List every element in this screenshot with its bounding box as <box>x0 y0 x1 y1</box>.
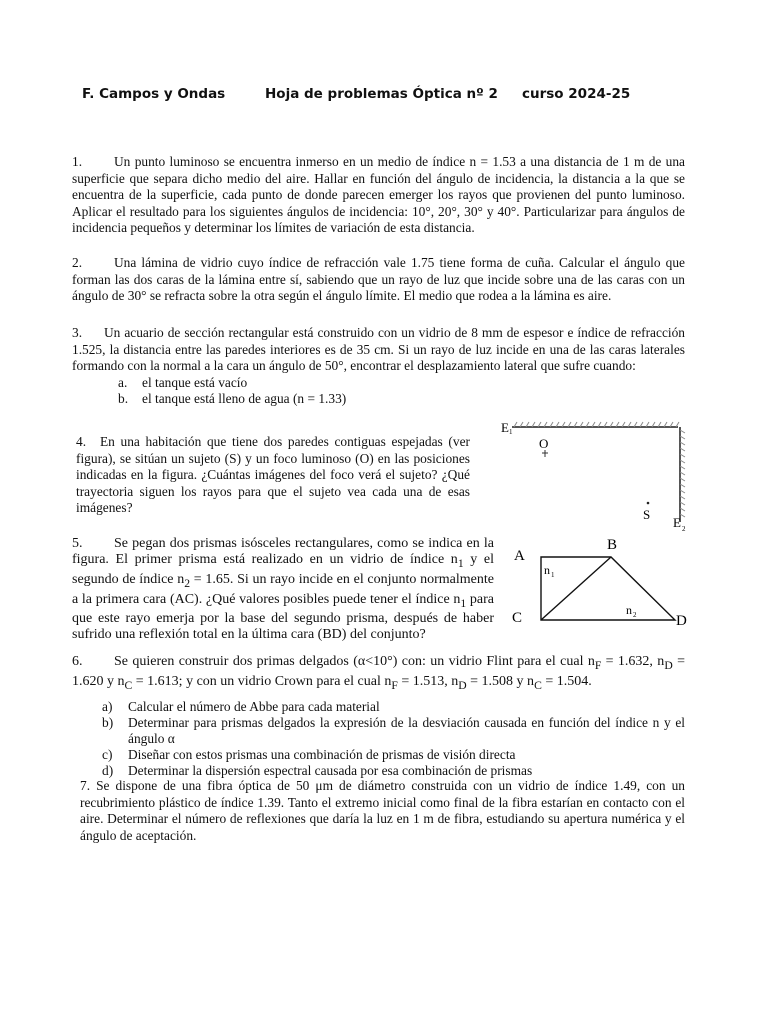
sheet-title: Hoja de problemas Óptica nº 2 <box>265 86 498 102</box>
problem-1 <box>72 154 685 237</box>
problem-7 <box>80 778 685 844</box>
list-item: a) Calcular el número de Abbe para cada material <box>102 698 380 714</box>
list-item: d) Determinar la dispersión espectral causada por esa combinación de prismas <box>102 762 533 778</box>
label-b: B <box>607 537 618 553</box>
label-e1: E <box>501 420 509 435</box>
label-n1: n <box>544 563 550 577</box>
problem-text: 7. Se dispone de una fibra óptica de 50 μm de diámetro construida con un vidrio de índice 1.49, con un recubrimiento plástico de índice 1.39. Tanto el extremo inicial como final de la fibra estarían en contacto con el aire. Determinar el número de reflexiones que daría la luz en 1 m de fibra, estudiando su apertura numérica y el ángulo de aceptación. <box>80 778 685 843</box>
label-e1-sub: 1 <box>509 428 513 436</box>
mirrors-figure <box>498 418 692 538</box>
course-name: F. Campos y Ondas <box>82 86 226 102</box>
label-e2: E <box>673 515 681 530</box>
problem-4 <box>76 434 470 517</box>
mirror-e2 <box>680 427 685 522</box>
problem-text: En una habitación que tiene dos paredes contiguas espejadas (ver figura), se sitúan un sujeto (S) y un foco luminoso (O) en las posiciones indicadas en la figura. ¿Cuántas imágenes del foco verá el sujeto? ¿Qué trayectoria siguen los rayos para que el sujeto vea cada una de esas imágenes? <box>76 434 470 515</box>
problem-6: 6. Se quieren construir dos primas delgados (α<10°) con: un vidrio Flint para el cual $n_F = 1.632$, $n_D = 1.620$ y $n_C = 1.613$; y con un vidrio Crown para el cual $n_F = 1.513$, $n_D = 1.508$ y $n_C = 1.504$. a) Calcular el número de Abbe para cada material b) Determinar para prismas delgados la expresión de la desviación causada en función del índice n y el ángulo α c) Diseñar con estos prismas una combinación de prismas de visión directa d) Determinar la dispersión espectral causada por esa combinación de prismas <box>72 654 685 778</box>
label-e2-sub: 2 <box>682 525 686 533</box>
prism-hypotenuse-bc <box>541 557 611 620</box>
problem-text: Una lámina de vidrio cuyo índice de refracción vale 1.75 tiene forma de cuña. Calcular el ángulo que forman las dos caras de la lámina entre sí, sabiendo que un rayo de luz que incide sobre una de las caras con un ángulo de 30° se refracta sobre la otra según el ángulo límite. El medio que rodea a la lámina es aire. <box>72 255 685 303</box>
problem-3 <box>72 325 685 408</box>
problem-text: Un punto luminoso se encuentra inmerso en un medio de índice n = 1.53 a una distancia de 1 m de una superficie que separa dicho medio del aire. Hallar en función del ángulo de incidencia, la distancia a la que se encuentra de la superficie, cada punto de donde parecen emerger los rayos que provienen del punto luminoso. Aplicar el resultado para los siguientes ángulos de incidencia: 10°, 20°, 30° y 40°. Particularizar para ángulos de incidencia pequeños y determinar los límites de variación de esta distancia. <box>72 154 685 235</box>
label-n2: n <box>626 603 632 617</box>
subject-marker <box>647 502 650 505</box>
problem-number: 3. <box>72 325 83 340</box>
problem-2 <box>72 255 685 305</box>
list-item: a. el tanque está vacío <box>118 374 248 390</box>
label-c: C <box>512 610 523 626</box>
list-item: c) Diseñar con estos prismas una combinación de prismas de visión directa <box>102 746 516 762</box>
problem-text: Un acuario de sección rectangular está construido con un vidrio de 8 mm de espesor e índice de refracción 1.525, la distancia entre las paredes interiores es de 35 cm. Si un rayo de luz incide en una de las caras laterales formando con la normal a la cara un ángulo de 50°, encontrar el desplazamiento lateral que sufre cuando: <box>72 325 685 373</box>
prism-outline <box>541 557 675 620</box>
light-source-marker <box>542 450 548 457</box>
label-o: O <box>539 436 549 451</box>
problem-number: 4. <box>76 434 87 449</box>
label-a: A <box>514 548 525 564</box>
list-item: b. el tanque está lleno de agua (n = 1.33) <box>118 391 347 406</box>
list-item: b) Determinar para prismas delgados la expresión de la desviación causada en función del índice n y el ángulo α <box>102 714 685 746</box>
problem-3-subitems <box>72 375 685 408</box>
problem-number: 2. <box>72 255 83 270</box>
problem-number: 1. <box>72 154 83 169</box>
label-s: S <box>643 507 651 522</box>
problem-number: 6. <box>72 654 83 669</box>
mirror-e1 <box>512 422 679 427</box>
problem-number: 5. <box>72 536 83 551</box>
label-d: D <box>676 613 687 629</box>
course-year: curso 2024-25 <box>522 86 631 102</box>
label-n1-sub: 1 <box>551 571 555 579</box>
problem-6-subitems <box>102 699 685 779</box>
problem-5: 5. Se pegan dos prismas isósceles rectangulares, como se indica en la figura. El primer prisma está realizado en un vidrio de índice $n_1$ y el segundo de índice $n_2 = 1.65$. Si un rayo incide en el conjunto normalmente a la primera cara (AC). ¿Qué valores posibles puede tener el índice $n_1$ para que este rayo emerja por la base del segundo prisma, después de haber sufrido una reflexión total en la última cara (BD) del conjunto? <box>72 536 495 643</box>
prisms-figure <box>508 536 694 632</box>
label-n2-sub: 2 <box>633 611 637 619</box>
